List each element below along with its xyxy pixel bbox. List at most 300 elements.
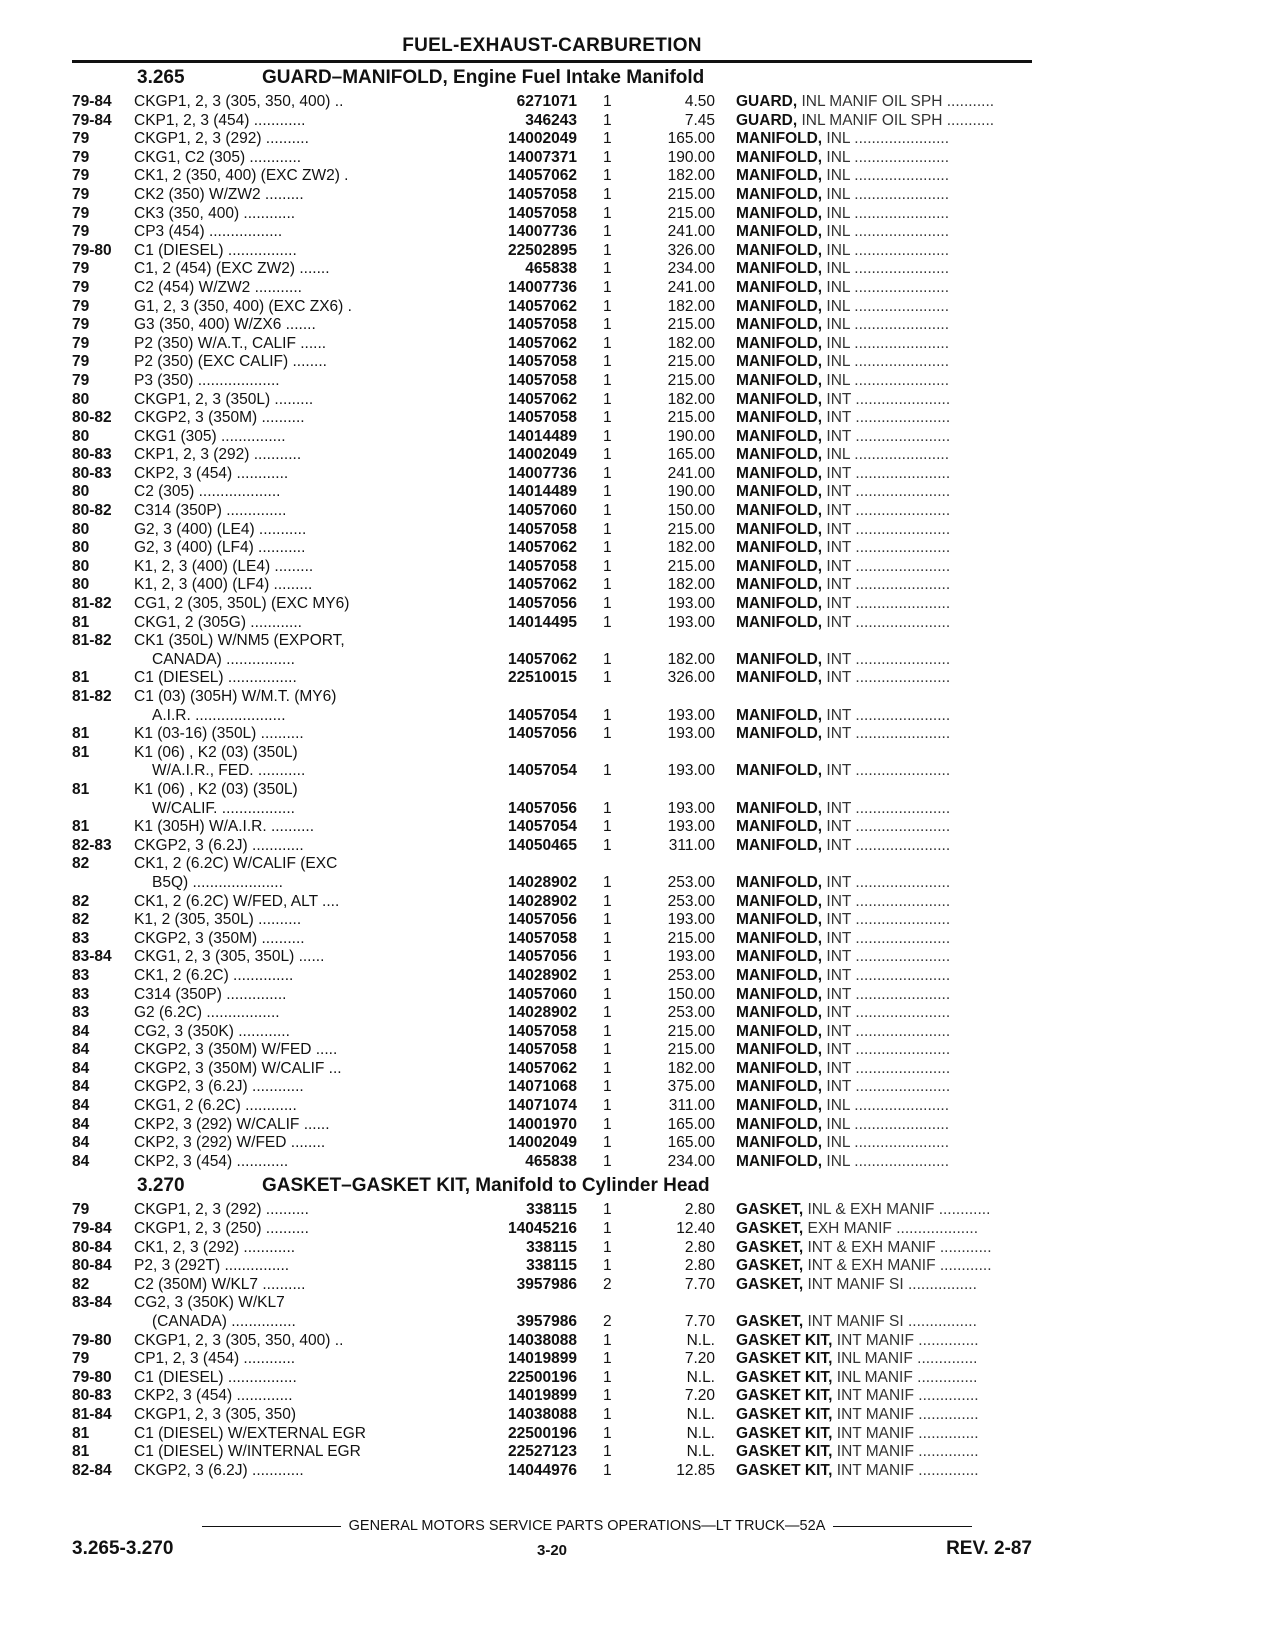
price: 182.00 [667, 167, 715, 185]
model-line: P2 (350) W/A.T., CALIF ...... [134, 334, 327, 352]
model-years: 83 [72, 966, 90, 984]
section-heading [72, 63, 1032, 93]
model-years: 80 [72, 557, 90, 575]
description-detail: INL ...................... [826, 353, 950, 371]
table-row [72, 1350, 1032, 1369]
price: 326.00 [667, 669, 715, 687]
price: 182.00 [667, 1059, 715, 1077]
section-title: GUARD–MANIFOLD, Engine Fuel Intake Manifold [262, 67, 705, 88]
description-noun: GASKET KIT, [736, 1368, 833, 1386]
model-line: CKP1, 2, 3 (454) ............ [134, 111, 306, 129]
description-detail: INT ...................... [826, 985, 951, 1003]
price: 193.00 [667, 911, 715, 929]
description-noun: MANIFOLD, [736, 390, 823, 408]
model-line: C1 (DIESEL) W/EXTERNAL EGR [134, 1424, 366, 1442]
price: 150.00 [667, 985, 715, 1003]
model-line: K1, 2 (305, 350L) .......... [134, 911, 302, 929]
table-row [72, 818, 1032, 837]
part-number: 14057062 [508, 390, 577, 408]
description-noun: MANIFOLD, [736, 446, 823, 464]
price: 4.50 [684, 93, 715, 110]
model-years: 82 [72, 855, 90, 873]
catalog-section [72, 1171, 1032, 1480]
description-noun: GASKET, [736, 1257, 804, 1275]
description-detail: INL & EXH MANIF ............ [807, 1201, 991, 1219]
description-noun: MANIFOLD, [736, 1022, 823, 1040]
table-row [72, 483, 1032, 502]
model-years: 82-83 [72, 836, 112, 854]
model-line: G2 (6.2C) ................. [134, 1004, 280, 1022]
description-noun: MANIFOLD, [736, 650, 823, 668]
model-years: 80 [72, 427, 90, 445]
page-footer [72, 1518, 1032, 1564]
part-description [736, 874, 1032, 893]
model-line: C1 (DIESEL) ................ [134, 241, 297, 259]
table-row [72, 130, 1032, 149]
model-years: 80 [72, 483, 90, 501]
table-row [72, 205, 1032, 224]
price: 165.00 [667, 1115, 715, 1133]
part-description [736, 1239, 1032, 1258]
part-description [736, 205, 1032, 224]
model-line: CKGP2, 3 (350M) .......... [134, 929, 305, 947]
section-title: GASKET–GASKET KIT, Manifold to Cylinder Head [262, 1175, 710, 1197]
description-detail: INL MANIF OIL SPH ........... [801, 93, 995, 110]
part-description [736, 1078, 1032, 1097]
section-heading [72, 1171, 1032, 1201]
table-row [72, 558, 1032, 577]
description-detail: INT MANIF SI ................ [807, 1313, 977, 1330]
model-years: 81 [72, 725, 90, 743]
description-noun: MANIFOLD, [736, 892, 823, 910]
quantity: 1 [603, 93, 612, 110]
part-description [736, 818, 1032, 837]
quantity: 1 [603, 520, 612, 538]
price: N.L. [686, 1443, 715, 1461]
model-line: G2, 3 (400) (LE4) ........... [134, 520, 307, 538]
model-years: 81-82 [72, 632, 112, 650]
table-row [72, 223, 1032, 242]
model-years: 79-84 [72, 1220, 112, 1238]
model-line: CKGP1, 2, 3 (292) .......... [134, 130, 309, 148]
model-line: CP1, 2, 3 (454) ............ [134, 1350, 296, 1368]
description-noun: MANIFOLD, [736, 1004, 823, 1022]
model-line: K1 (305H) W/A.I.R. .......... [134, 818, 315, 836]
part-description [736, 502, 1032, 521]
table-row [72, 1004, 1032, 1023]
description-noun: MANIFOLD, [736, 911, 823, 929]
model-years: 84 [72, 1115, 90, 1133]
quantity: 1 [603, 260, 612, 278]
part-number: 14045216 [508, 1220, 577, 1238]
table-row [72, 335, 1032, 354]
section-number: 3.265 [137, 67, 185, 88]
part-number: 14057054 [508, 818, 577, 836]
model-years: 82 [72, 1275, 90, 1293]
part-description [736, 558, 1032, 577]
model-years: 82-84 [72, 1461, 112, 1479]
part-description [736, 725, 1032, 744]
part-description [736, 1443, 1032, 1462]
quantity: 1 [603, 390, 612, 408]
description-detail: INT ...................... [826, 1004, 951, 1022]
table-row [72, 1443, 1032, 1462]
model-years: 81 [72, 1424, 90, 1442]
description-noun: MANIFOLD, [736, 185, 823, 203]
description-noun: MANIFOLD, [736, 1115, 823, 1133]
description-noun: MANIFOLD, [736, 204, 823, 222]
model-years: 80-83 [72, 1387, 112, 1405]
description-detail: INL MANIF .............. [836, 1368, 978, 1386]
part-number: 338115 [526, 1201, 577, 1219]
quantity: 1 [603, 706, 612, 724]
table-row [72, 298, 1032, 317]
model-line-continued: CANADA) ................ [152, 650, 295, 668]
model-years: 79 [72, 130, 90, 148]
quantity: 1 [603, 725, 612, 743]
price: 2.80 [684, 1201, 715, 1219]
description-detail: INT ...................... [826, 706, 951, 724]
table-row [72, 688, 1032, 725]
price: 193.00 [667, 725, 715, 743]
table-row [72, 632, 1032, 669]
model-line: K1, 2, 3 (400) (LF4) ......... [134, 576, 313, 594]
part-description [736, 986, 1032, 1005]
table-row [72, 576, 1032, 595]
part-number: 14057062 [508, 1059, 577, 1077]
description-detail: INL ...................... [826, 297, 950, 315]
model-years: 80-82 [72, 502, 112, 520]
part-description [736, 800, 1032, 819]
model-line: CKG1, 2 (6.2C) ............ [134, 1097, 297, 1115]
quantity: 1 [603, 1387, 612, 1405]
description-detail: INT ...................... [826, 502, 951, 520]
price: 375.00 [667, 1078, 715, 1096]
model-line: CKGP1, 2, 3 (350L) ......... [134, 390, 314, 408]
description-detail: INT ...................... [826, 1078, 951, 1096]
part-description [736, 335, 1032, 354]
model-line: CK1, 2 (6.2C) W/FED, ALT .... [134, 892, 340, 910]
part-number: 14057058 [508, 409, 577, 427]
quantity: 1 [603, 1115, 612, 1133]
model-years: 83-84 [72, 1294, 112, 1312]
part-description [736, 167, 1032, 186]
description-detail: INT MANIF .............. [836, 1424, 979, 1442]
description-detail: INT ...................... [826, 669, 951, 687]
description-noun: MANIFOLD, [736, 669, 823, 687]
price: 253.00 [667, 892, 715, 910]
quantity: 1 [603, 669, 612, 687]
part-number: 14007736 [508, 223, 577, 241]
quantity: 2 [603, 1313, 612, 1330]
price: 2.80 [684, 1238, 715, 1256]
part-description [736, 93, 1032, 112]
description-noun: MANIFOLD, [736, 706, 823, 724]
part-description [736, 112, 1032, 131]
description-detail: INT ...................... [826, 836, 951, 854]
price: 215.00 [667, 1041, 715, 1059]
part-description [736, 372, 1032, 391]
quantity: 1 [603, 836, 612, 854]
part-description [736, 428, 1032, 447]
description-noun: MANIFOLD, [736, 223, 823, 241]
part-number: 3957986 [516, 1313, 577, 1330]
model-line: C1, 2 (454) (EXC ZW2) ....... [134, 260, 330, 278]
quantity: 1 [603, 985, 612, 1003]
part-description [736, 1153, 1032, 1172]
price: 12.85 [676, 1461, 715, 1479]
price: 7.20 [684, 1387, 715, 1405]
part-number: 14014489 [508, 483, 577, 501]
table-row [72, 1257, 1032, 1276]
table-row [72, 1041, 1032, 1060]
table-row [72, 112, 1032, 131]
description-detail: INL ...................... [826, 1115, 950, 1133]
price: 182.00 [667, 334, 715, 352]
description-detail: INT MANIF SI ................ [807, 1275, 977, 1293]
price: 241.00 [667, 223, 715, 241]
price: 193.00 [667, 948, 715, 966]
part-number: 14057056 [508, 799, 577, 817]
table-row [72, 1023, 1032, 1042]
quantity: 1 [603, 1152, 612, 1170]
description-detail: INL MANIF OIL SPH ........... [801, 111, 995, 129]
model-years: 79 [72, 148, 90, 166]
description-noun: MANIFOLD, [736, 1097, 823, 1115]
price: 215.00 [667, 1022, 715, 1040]
part-description [736, 1332, 1032, 1351]
description-noun: GASKET, [736, 1201, 804, 1219]
description-noun: MANIFOLD, [736, 1059, 823, 1077]
price: 150.00 [667, 502, 715, 520]
description-noun: GASKET KIT, [736, 1461, 833, 1479]
description-noun: MANIFOLD, [736, 167, 823, 185]
price: 182.00 [667, 650, 715, 668]
quantity: 1 [603, 167, 612, 185]
part-number: 14057060 [508, 502, 577, 520]
model-line: K1 (06) , K2 (03) (350L) [134, 743, 298, 761]
table-row [72, 669, 1032, 688]
model-line: CKG1, 2 (305G) ............ [134, 613, 302, 631]
part-description [736, 1406, 1032, 1425]
part-description [736, 1257, 1032, 1276]
table-row [72, 502, 1032, 521]
description-detail: INL ...................... [826, 1097, 950, 1115]
part-number: 14014495 [508, 613, 577, 631]
model-years: 81 [72, 669, 90, 687]
part-description [736, 911, 1032, 930]
part-number: 14057058 [508, 1022, 577, 1040]
part-description [736, 279, 1032, 298]
description-detail: INT ...................... [826, 427, 951, 445]
part-number: 14028902 [508, 1004, 577, 1022]
quantity: 1 [603, 557, 612, 575]
description-detail: INL MANIF .............. [836, 1350, 978, 1368]
price: N.L. [686, 1405, 715, 1423]
quantity: 1 [603, 1257, 612, 1275]
quantity: 2 [603, 1275, 612, 1293]
table-row [72, 521, 1032, 540]
part-number: 14057062 [508, 167, 577, 185]
description-detail: INL ...................... [826, 130, 950, 148]
description-noun: MANIFOLD, [736, 539, 823, 557]
quantity: 1 [603, 409, 612, 427]
quantity: 1 [603, 892, 612, 910]
description-detail: INT MANIF .............. [836, 1461, 979, 1479]
model-years: 79-80 [72, 1368, 112, 1386]
part-number: 338115 [526, 1257, 577, 1275]
model-years: 80-83 [72, 446, 112, 464]
quantity: 1 [603, 948, 612, 966]
part-number: 14019899 [508, 1350, 577, 1368]
description-noun: MANIFOLD, [736, 1041, 823, 1059]
description-detail: INT ...................... [826, 483, 951, 501]
parts-table [72, 1201, 1032, 1480]
part-description [736, 1387, 1032, 1406]
table-row [72, 967, 1032, 986]
description-noun: MANIFOLD, [736, 966, 823, 984]
description-detail: INL ...................... [826, 148, 950, 166]
price: 241.00 [667, 278, 715, 296]
part-description [736, 1369, 1032, 1388]
section-number: 3.270 [137, 1175, 185, 1197]
description-noun: MANIFOLD, [736, 929, 823, 947]
quantity: 1 [603, 1350, 612, 1368]
description-detail: EXH MANIF ................... [807, 1220, 979, 1238]
description-noun: GASKET, [736, 1238, 804, 1256]
part-description [736, 762, 1032, 781]
model-line: CKP2, 3 (292) W/CALIF ...... [134, 1115, 330, 1133]
model-line: K1 (06) , K2 (03) (350L) [134, 780, 298, 798]
table-row [72, 1134, 1032, 1153]
quantity: 1 [603, 502, 612, 520]
price: 7.45 [684, 111, 715, 129]
table-row [72, 1332, 1032, 1351]
part-number: 14057056 [508, 911, 577, 929]
model-years: 79 [72, 223, 90, 241]
model-years: 79 [72, 334, 90, 352]
model-line: CKGP2, 3 (350M) W/FED ..... [134, 1041, 338, 1059]
price: 215.00 [667, 929, 715, 947]
model-line: CK1, 2 (6.2C) W/CALIF (EXC [134, 855, 338, 873]
model-line: CKGP2, 3 (350M) W/CALIF ... [134, 1059, 342, 1077]
part-number: 346243 [525, 111, 577, 129]
model-years: 81-82 [72, 595, 112, 613]
model-years: 83-84 [72, 948, 112, 966]
model-years: 79-80 [72, 1331, 112, 1349]
price: N.L. [686, 1368, 715, 1386]
table-row [72, 465, 1032, 484]
quantity: 1 [603, 818, 612, 836]
part-description [736, 837, 1032, 856]
price: N.L. [686, 1424, 715, 1442]
price: 215.00 [667, 557, 715, 575]
part-description [736, 1041, 1032, 1060]
quantity: 1 [603, 464, 612, 482]
part-number: 14007371 [508, 148, 577, 166]
description-noun: MANIFOLD, [736, 1078, 823, 1096]
price: 193.00 [667, 799, 715, 817]
model-years: 79 [72, 1201, 90, 1219]
model-years: 81 [72, 613, 90, 631]
description-detail: INL ...................... [826, 167, 950, 185]
model-line: CKGP2, 3 (6.2J) ............ [134, 1078, 304, 1096]
description-noun: MANIFOLD, [736, 1152, 823, 1170]
table-row [72, 1462, 1032, 1481]
footer-rule-right [833, 1526, 972, 1527]
part-number: 14028902 [508, 966, 577, 984]
part-number: 14002049 [508, 1134, 577, 1152]
table-row [72, 781, 1032, 818]
model-years: 80 [72, 390, 90, 408]
model-line: CKGP1, 2, 3 (305, 350, 400) .. [134, 93, 344, 110]
description-noun: MANIFOLD, [736, 316, 823, 334]
description-detail: INT ...................... [826, 520, 951, 538]
quantity: 1 [603, 130, 612, 148]
description-detail: INT ...................... [826, 911, 951, 929]
part-number: 14057058 [508, 371, 577, 389]
model-years: 79 [72, 167, 90, 185]
quantity: 1 [603, 966, 612, 984]
part-description [736, 1060, 1032, 1079]
model-years: 80 [72, 576, 90, 594]
part-description [736, 614, 1032, 633]
table-row [72, 1220, 1032, 1239]
description-detail: INL ...................... [826, 185, 950, 203]
part-number: 14057058 [508, 353, 577, 371]
model-years: 79-84 [72, 93, 112, 110]
description-noun: MANIFOLD, [736, 260, 823, 278]
description-noun: MANIFOLD, [736, 576, 823, 594]
part-number: 14001970 [508, 1115, 577, 1133]
description-noun: MANIFOLD, [736, 613, 823, 631]
price: 193.00 [667, 762, 715, 780]
model-line: CK1, 2 (350, 400) (EXC ZW2) . [134, 167, 349, 185]
model-line: K1, 2, 3 (400) (LE4) ......... [134, 557, 314, 575]
part-description [736, 595, 1032, 614]
description-detail: INT ...................... [826, 650, 951, 668]
part-number: 14057062 [508, 334, 577, 352]
quantity: 1 [603, 1004, 612, 1022]
description-detail: INT ...................... [826, 576, 951, 594]
model-years: 79-80 [72, 241, 112, 259]
description-detail: INT ...................... [826, 948, 951, 966]
model-years: 79 [72, 278, 90, 296]
model-line: CKP2, 3 (454) ............ [134, 1152, 289, 1170]
table-row [72, 948, 1032, 967]
price: 311.00 [668, 1097, 715, 1115]
description-detail: INT MANIF .............. [836, 1405, 979, 1423]
model-line: CK3 (350, 400) ............ [134, 204, 296, 222]
model-line-continued: B5Q) ..................... [152, 873, 283, 891]
description-detail: INT ...................... [826, 799, 951, 817]
table-row [72, 446, 1032, 465]
part-number: 14057058 [508, 520, 577, 538]
part-description [736, 948, 1032, 967]
table-row [72, 409, 1032, 428]
part-number: 14002049 [508, 446, 577, 464]
price: 182.00 [667, 390, 715, 408]
table-row [72, 1153, 1032, 1172]
part-description [736, 1201, 1032, 1220]
part-description [736, 409, 1032, 428]
part-number: 14057058 [508, 1041, 577, 1059]
description-detail: INT ...................... [826, 464, 951, 482]
part-number: 14057058 [508, 185, 577, 203]
quantity: 1 [603, 1097, 612, 1115]
model-line: CKG1, C2 (305) ............ [134, 148, 302, 166]
part-number: 14057058 [508, 557, 577, 575]
